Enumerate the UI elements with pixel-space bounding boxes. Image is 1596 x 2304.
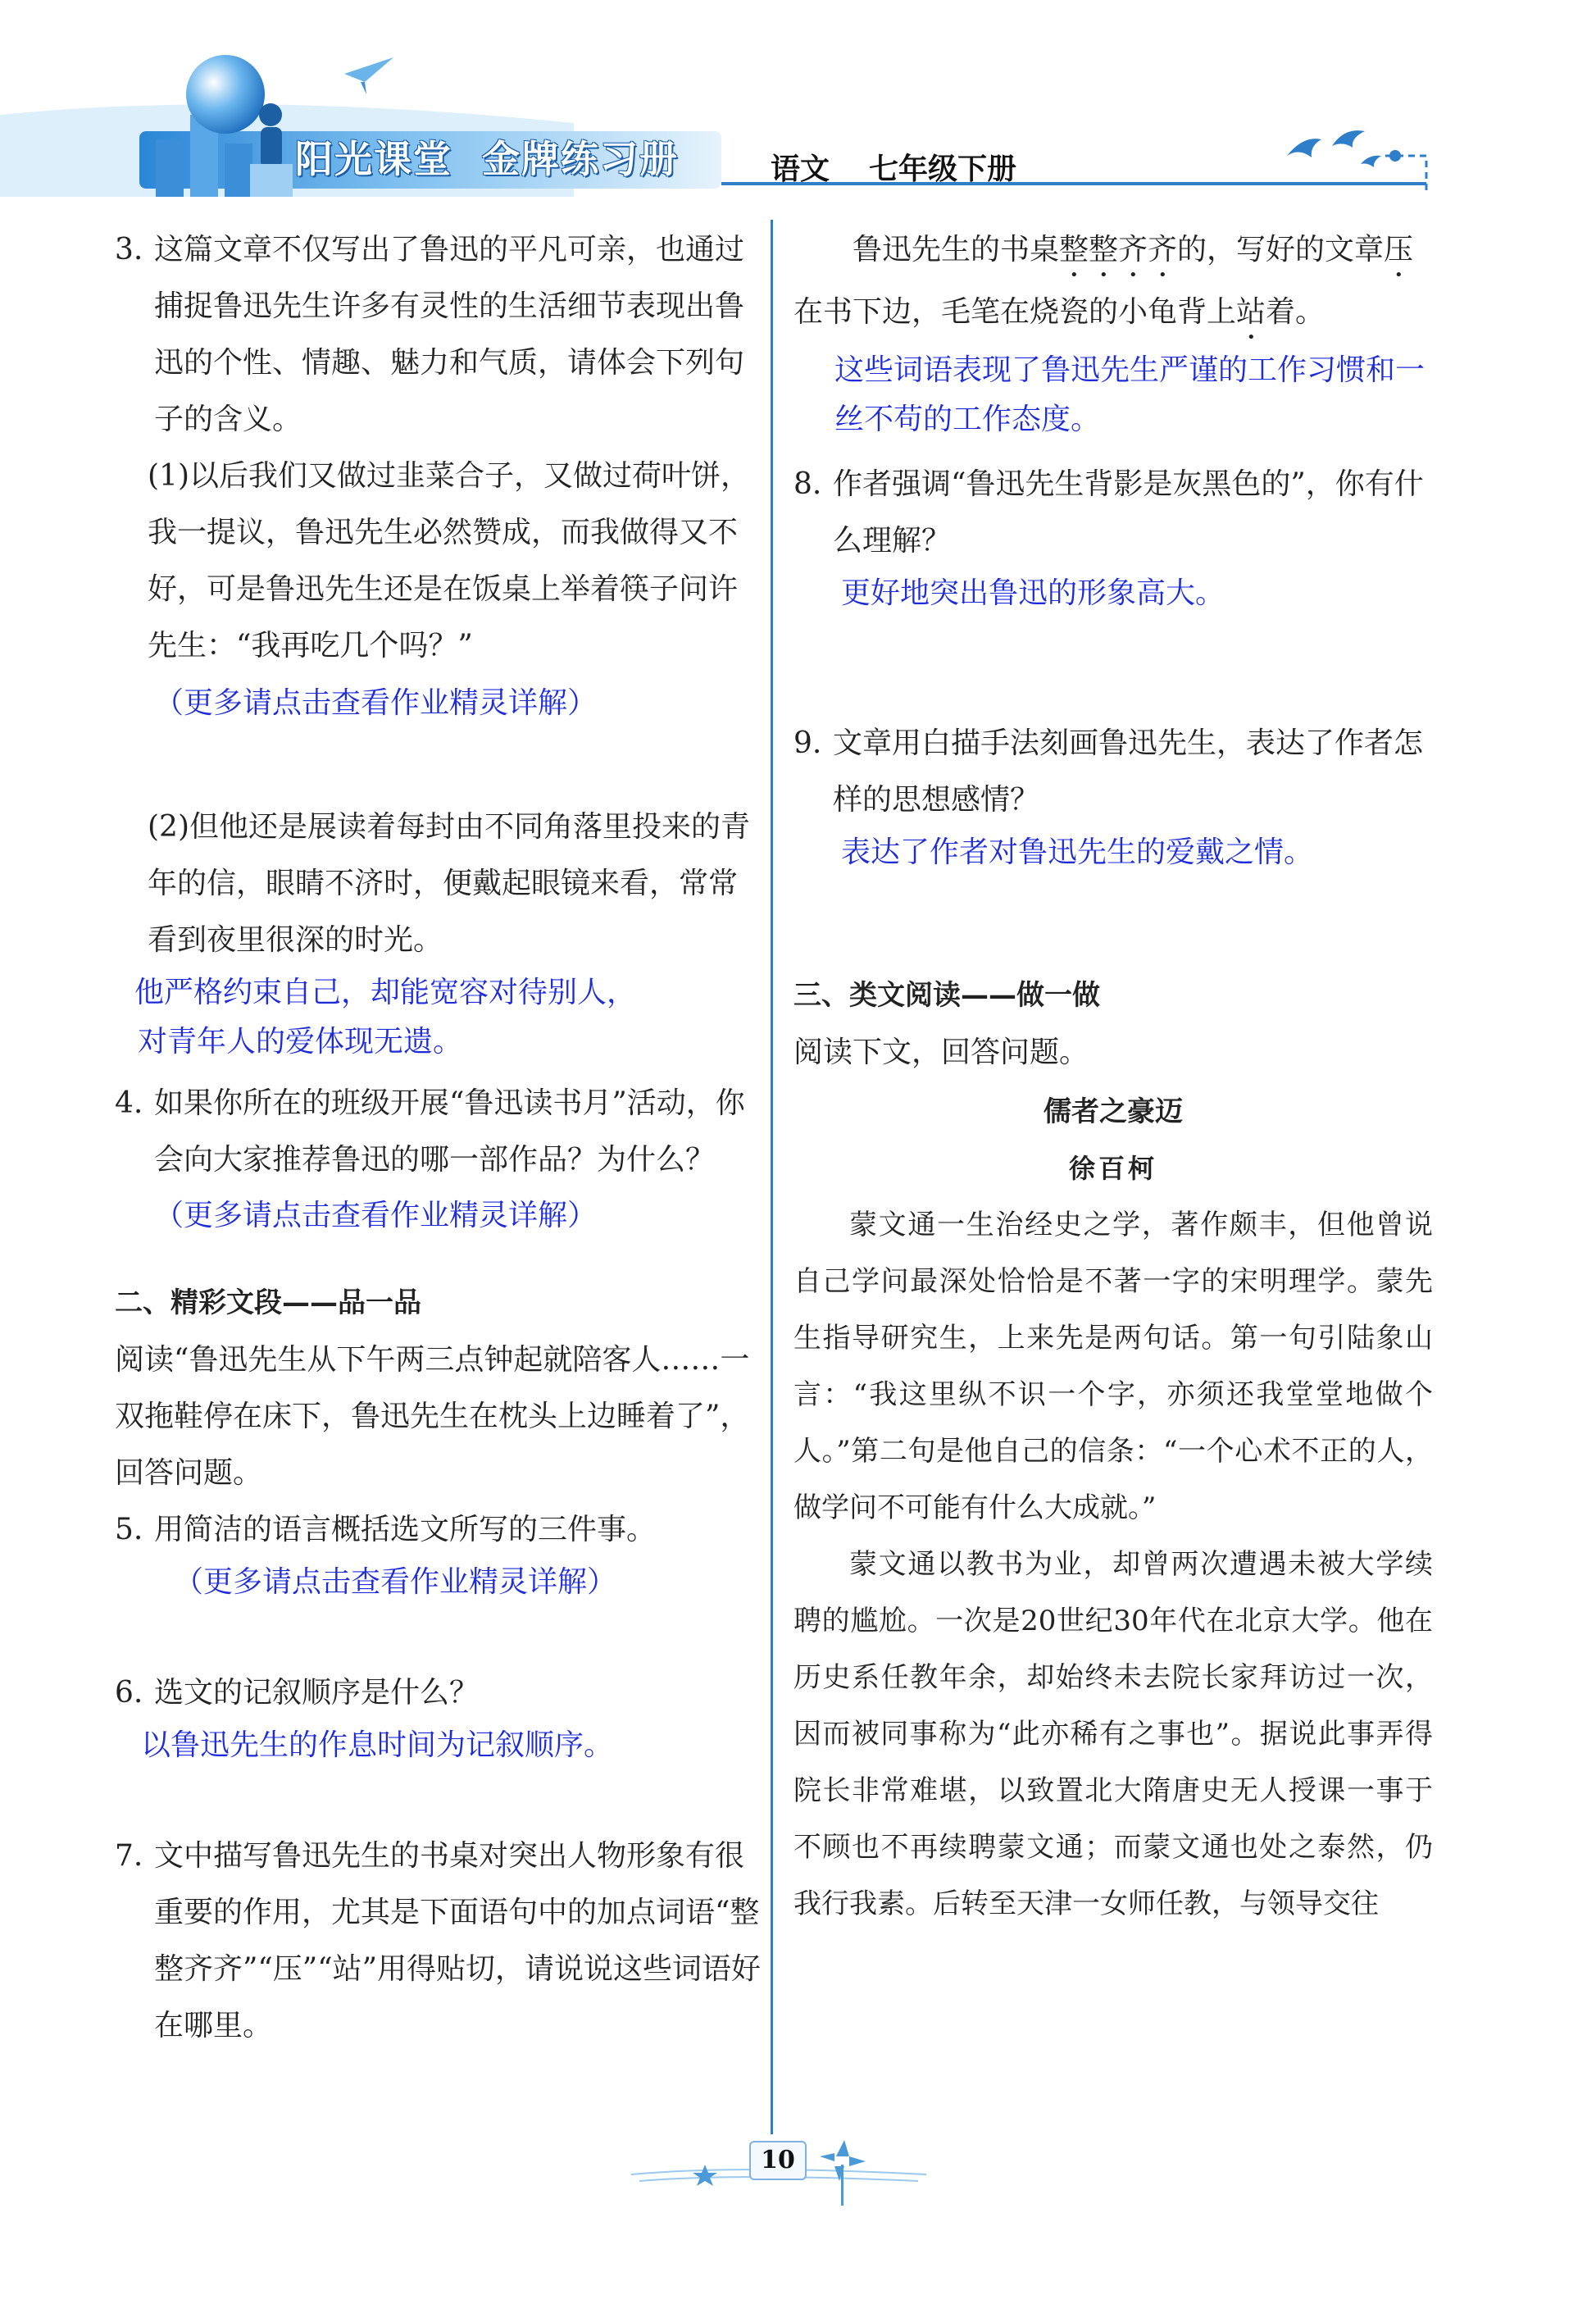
answer-text: 以鲁迅先生的作息时间为记叙顺序。 bbox=[141, 1728, 614, 1762]
sub-question-2: (2)但他还是展读着每封由不同角落里投来的青年的信，眼睛不济时，便戴起眼镜来看，常常看到夜里很深的时光。 bbox=[148, 810, 750, 957]
question-text: 文章用白描手法刻画鲁迅先生，表达了作者怎样的思想感情？ bbox=[833, 726, 1424, 817]
subject-label: 语文 bbox=[771, 153, 830, 186]
pinwheel-icon bbox=[820, 2140, 866, 2206]
answer-link[interactable]: （更多请点击查看作业精灵详解） bbox=[174, 1565, 617, 1599]
question-number: 3. bbox=[115, 233, 143, 266]
dotted-word: 整整齐齐 bbox=[1059, 233, 1178, 266]
section-title: 三、类文阅读——做一做 bbox=[793, 979, 1100, 1012]
sub-question-1: (1)以后我们又做过韭菜合子，又做过荷叶饼，我一提议，鲁迅先生必然赞成，而我做得又不好，可是鲁迅先生还是在饭桌上举着筷子问许先生：“我再吃几个吗？” bbox=[148, 459, 750, 663]
question-7 bbox=[115, 1828, 762, 2054]
question-6 bbox=[115, 1664, 762, 1770]
quote-part: 在书下边，毛笔在烧瓷的小龟背上 bbox=[793, 295, 1237, 329]
section-intro: 阅读“鲁迅先生从下午两三点钟起就陪客人……一双拖鞋停在床下，鲁迅先生在枕头上边睡着了”，回答问题。 bbox=[115, 1343, 750, 1490]
article-author: 徐百柯 bbox=[1068, 1153, 1157, 1184]
question-text: 如果你所在的班级开展“鲁迅读书月”活动，你会向大家推荐鲁迅的哪一部作品？为什么？ bbox=[154, 1086, 745, 1177]
question-number: 7. bbox=[115, 1839, 143, 1873]
section-title: 二、精彩文段——品一品 bbox=[115, 1286, 421, 1319]
answer-text: 对青年人的爱体现无遗。 bbox=[138, 1025, 463, 1059]
quote-part: 的，写好的文章 bbox=[1177, 233, 1385, 266]
star-icon bbox=[693, 2165, 717, 2186]
right-column bbox=[793, 221, 1433, 1933]
answer-text: 表达了作者对鲁迅先生的爱戴之情。 bbox=[841, 836, 1314, 869]
dotted-word: 压 bbox=[1384, 233, 1414, 266]
question-number: 9. bbox=[793, 726, 822, 760]
answer-text: 这些词语表现了鲁迅先生严谨的工作习惯和一丝不苟的工作态度。 bbox=[834, 353, 1425, 436]
globe-icon bbox=[186, 55, 265, 134]
answer-text: 他严格约束自己，却能宽容对待别人， bbox=[134, 976, 637, 1009]
answer-text: 更好地突出鲁迅的形象高大。 bbox=[841, 576, 1225, 610]
subject-grade bbox=[771, 146, 1016, 188]
question-3 bbox=[115, 221, 762, 1067]
brand-right: 金牌练习册 bbox=[482, 137, 679, 181]
question-number: 4. bbox=[115, 1086, 143, 1120]
article-title: 儒者之豪迈 bbox=[1044, 1095, 1183, 1128]
answer-link[interactable]: （更多请点击查看作业精灵详解） bbox=[154, 1199, 598, 1232]
article-paragraph: 蒙文通一生治经史之学，著作颇丰，但他曾说自己学问最深处恰恰是不著一字的宋明理学。蒙先生指导研究生，上来先是两句话。第一句引陆象山言：“我这里纵不识一个字，亦须还我堂堂地做个人。”第二句是他自己的信条：“一个心术不正的人，做学问不可能有什么大成就。” bbox=[793, 1209, 1433, 1524]
question-text: 作者强调“鲁迅先生背影是灰黑色的”，你有什么理解？ bbox=[833, 467, 1424, 558]
paper-plane-icon bbox=[344, 57, 393, 82]
page-number: 10 bbox=[749, 2141, 807, 2180]
question-4 bbox=[115, 1075, 762, 1241]
question-text: 文中描写鲁迅先生的书桌对突出人物形象有很重要的作用，尤其是下面语句中的加点词语“整整齐齐”“压”“站”用得贴切，请说说这些词语好在哪里。 bbox=[154, 1839, 762, 2042]
left-column bbox=[115, 221, 762, 2054]
question-text: 用简洁的语言概括选文所写的三件事。 bbox=[154, 1513, 657, 1546]
question-text: 选文的记叙顺序是什么？ bbox=[154, 1676, 480, 1710]
quote-part: 鲁迅先生的书桌 bbox=[853, 233, 1060, 266]
article-paragraph: 蒙文通以教书为业，却曾两次遭遇未被大学续聘的尴尬。一次是20世纪30年代在北京大学。他在历史系任教年余，却始终未去院长家拜访过一次，因而被同事称为“此亦稀有之事也”。据说此事弄得院长非常难堪，以致置北大隋唐史无人授课一事于不顾也不再续聘蒙文通；而蒙文通也处之泰然，仍我行我素。后转至天津一女师任教，与领导交往 bbox=[793, 1548, 1433, 1920]
question-5 bbox=[115, 1501, 762, 1607]
page-header bbox=[0, 0, 1596, 205]
question-number: 5. bbox=[115, 1513, 143, 1546]
section-intro: 阅读下文，回答问题。 bbox=[793, 1036, 1089, 1069]
quoted-sentence bbox=[793, 221, 1433, 346]
dotted-word: 站 bbox=[1236, 295, 1266, 329]
column-divider bbox=[771, 220, 773, 2134]
birds-icon bbox=[1287, 130, 1381, 167]
question-9 bbox=[793, 715, 1433, 877]
question-8 bbox=[793, 456, 1433, 618]
quote-part: 着。 bbox=[1266, 295, 1325, 329]
brand-title bbox=[295, 130, 679, 184]
grade-label: 七年级下册 bbox=[869, 153, 1017, 186]
question-text: 这篇文章不仅写出了鲁迅的平凡可亲，也通过捕捉鲁迅先生许多有灵性的生活细节表现出鲁迅的个性、情趣、魅力和气质，请体会下列句子的含义。 bbox=[154, 233, 745, 436]
question-number: 8. bbox=[793, 467, 822, 501]
answer-link[interactable]: （更多请点击查看作业精灵详解） bbox=[154, 686, 598, 720]
brand-left: 阳光课堂 bbox=[295, 137, 452, 181]
question-number: 6. bbox=[115, 1676, 143, 1710]
